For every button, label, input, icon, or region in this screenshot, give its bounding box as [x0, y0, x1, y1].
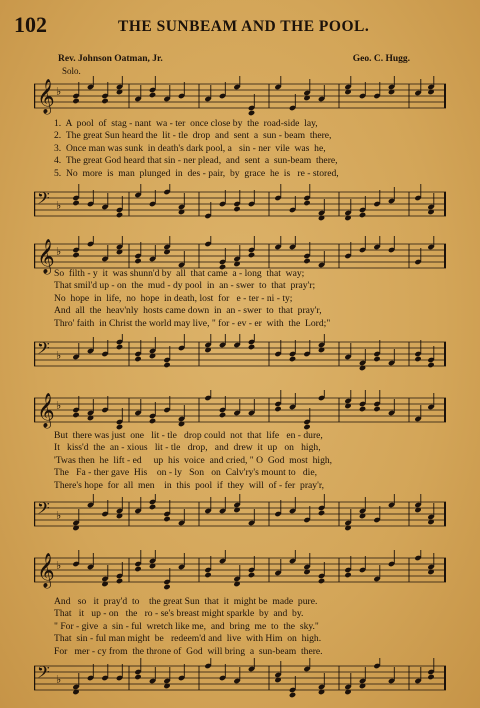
staff-drawing [34, 550, 446, 590]
lyric-line: No hope in life, no hope in death, lost for e - ter - ni - ty; [54, 292, 293, 304]
lyric-line: And all the heav'nly hosts came down in an - swer to that pray'r, [54, 305, 322, 317]
lyric-line: 5. No more is man plunged in des - pair, by grace he is re - stored, [54, 167, 339, 179]
lyrics-block [54, 430, 444, 492]
bass-staff [34, 658, 446, 698]
bass-clef-icon: 𝄢 [37, 498, 50, 522]
lyric-line: But there was just one lit - tle drop could not that life en - dure, [54, 430, 323, 441]
page-number: 102 [14, 12, 47, 37]
treble-staff [34, 76, 446, 116]
bass-staff [34, 494, 446, 534]
staff-drawing [34, 334, 446, 374]
staff-drawing [34, 76, 446, 116]
lyric-line: There's hope for all men in this pool if they will of - fer pray'r, [54, 479, 325, 491]
lyric-line: And so it pray'd to the great Sun that it might be made pure. [54, 596, 318, 607]
key-flat-icon: ♭ [56, 673, 62, 686]
composer-credit: Geo. C. Hugg. [352, 54, 410, 64]
bass-staff [34, 334, 446, 374]
key-flat-icon: ♭ [56, 85, 62, 98]
key-flat-icon: ♭ [56, 509, 62, 522]
bass-clef-icon: 𝄢 [37, 188, 50, 212]
staff-drawing [34, 184, 446, 224]
lyric-line: 4. The great God heard that sin - ner plead, and sent a sun-beam there, [54, 155, 338, 167]
lyric-line: 'Twas then he lift - ed up his voice and cried, " O God most high, [54, 454, 333, 466]
lyric-line: That smil'd up - on the mud - dy pool in an - swer to that pray'r; [54, 280, 316, 292]
bass-clef-icon: 𝄢 [37, 662, 50, 686]
key-flat-icon: ♭ [56, 349, 62, 362]
treble-clef-icon: 𝄞 [37, 393, 55, 428]
key-flat-icon: ♭ [56, 559, 62, 572]
staff-drawing [34, 390, 446, 430]
lyric-line: 3. Once man was sunk in death's dark pool, a sin - ner vile was he, [54, 142, 326, 154]
lyric-line: It kiss'd the an - xious lit - tle drop, and drew it up on high, [54, 442, 321, 454]
lyric-line: The Fa - ther gave His on - ly Son on Calv'ry's mount to die, [54, 467, 317, 479]
lyric-line: For mer - cy from the throne of God will bring a sun-beam there. [54, 645, 323, 657]
lyrics-block [54, 118, 444, 180]
lyrics-block [54, 596, 444, 658]
lyric-line: So filth - y it was shunn'd by all that came a - long that way; [54, 268, 305, 279]
lyrics-block [54, 268, 444, 330]
page-header [14, 12, 466, 42]
staff-drawing [34, 494, 446, 534]
lyric-line: That it up - on the ro - se's breast might sparkle by and by. [54, 608, 304, 620]
key-flat-icon: ♭ [56, 199, 62, 212]
bass-staff [34, 184, 446, 224]
staff-drawing [34, 658, 446, 698]
lyric-line: " For - give a sin - ful wretch like me, and bring me to the sky." [54, 620, 319, 632]
treble-staff [34, 550, 446, 590]
key-flat-icon: ♭ [56, 245, 62, 258]
treble-clef-icon: 𝄞 [37, 239, 55, 274]
key-flat-icon: ♭ [56, 399, 62, 412]
hymn-title: THE SUNBEAM AND THE POOL. [118, 18, 370, 35]
treble-clef-icon: 𝄞 [37, 553, 55, 588]
lyric-line: That sin - ful man might be redeem'd and live with Him on high. [54, 633, 322, 645]
lyric-line: 2. The great Sun heard the lit - tle drop and sent a sun - beam there, [54, 130, 332, 142]
treble-clef-icon: 𝄞 [37, 79, 55, 114]
solo-marking: Solo. [62, 66, 81, 76]
treble-staff [34, 390, 446, 430]
lyric-line: 1. A pool of stag - nant wa - ter once close by the road-side lay, [54, 118, 318, 129]
bass-clef-icon: 𝄢 [37, 338, 50, 362]
lyric-line: Thro' faith in Christ the world may live, " for - ev - er with the Lord;" [54, 317, 331, 329]
lyricist-credit: Rev. Johnson Oatman, Jr. [58, 54, 163, 64]
